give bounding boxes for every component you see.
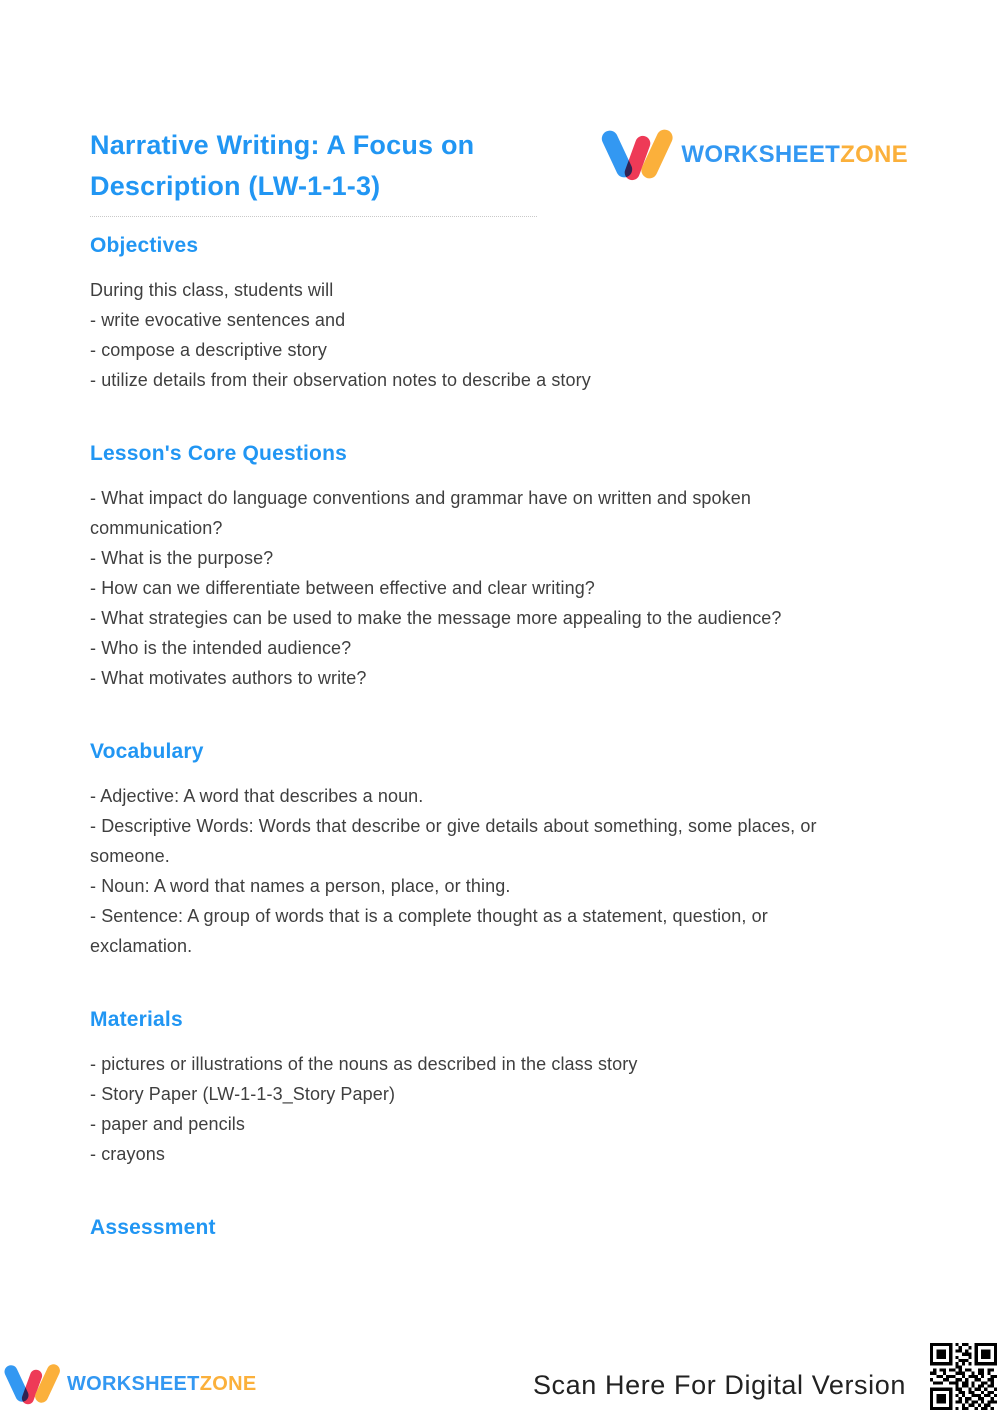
text-line: - What is the purpose? <box>90 548 274 568</box>
qr-code-icon <box>930 1343 997 1410</box>
page-title: Narrative Writing: A Focus on Description (LW-1-1-3) <box>90 125 537 217</box>
section-vocabulary <box>90 739 960 961</box>
header <box>0 0 1000 217</box>
worksheetzone-w-mark-icon <box>605 125 669 185</box>
brand-word-zone: ZONE <box>840 141 908 168</box>
brand-wordmark <box>681 141 908 169</box>
text-line: - How can we differentiate between effective and clear writing? <box>90 578 595 598</box>
brand-word-worksheet: WORKSHEET <box>681 141 841 168</box>
qr-code-image <box>930 1343 997 1410</box>
text-line: - Who is the intended audience? <box>90 638 352 658</box>
text-line: - paper and pencils <box>90 1114 245 1134</box>
text-line: - utilize details from their observation notes to describe a story <box>90 370 591 390</box>
section-heading-vocabulary: Vocabulary <box>90 740 204 763</box>
brand-word-worksheet: WORKSHEET <box>67 1372 200 1395</box>
scan-here-label: Scan Here For Digital Version <box>532 1370 906 1400</box>
text-line: - What motivates authors to write? <box>90 668 367 688</box>
lesson-plan-content <box>0 233 1000 1241</box>
text-line: - Story Paper (LW-1-1-3_Story Paper) <box>90 1084 396 1104</box>
section-heading-materials: Materials <box>90 1008 183 1031</box>
text-line: - Descriptive Words: Words that describe or give details about something, some places, or <box>90 816 817 836</box>
text-line: - compose a descriptive story <box>90 340 327 360</box>
text-line: - What impact do language conventions and grammar have on written and spoken <box>90 488 751 508</box>
worksheetzone-w-mark-icon <box>8 1361 58 1407</box>
text-line: someone. <box>90 846 170 866</box>
section-heading-assessment: Assessment <box>90 1216 216 1239</box>
text-line: - crayons <box>90 1144 165 1164</box>
text-line: communication? <box>90 518 223 538</box>
section-heading-objectives: Objectives <box>90 234 199 257</box>
text-line: - Adjective: A word that describes a noun. <box>90 786 424 806</box>
text-line: - write evocative sentences and <box>90 310 346 330</box>
brand-word-zone: ZONE <box>199 1372 257 1395</box>
text-line: - What strategies can be used to make the message more appealing to the audience? <box>90 608 782 628</box>
text-line: exclamation. <box>90 936 193 956</box>
section-objectives <box>90 233 960 395</box>
footer-worksheetzone-logo <box>8 1361 256 1407</box>
text-line: - Sentence: A group of words that is a complete thought as a statement, question, or <box>90 906 768 926</box>
text-line: During this class, students will <box>90 280 334 300</box>
text-line: - pictures or illustrations of the nouns as described in the class story <box>90 1054 638 1074</box>
text-line: - Noun: A word that names a person, place, or thing. <box>90 876 511 896</box>
section-heading-core-questions: Lesson's Core Questions <box>90 442 347 465</box>
brand-wordmark <box>67 1373 256 1396</box>
section-materials <box>90 1007 960 1169</box>
worksheetzone-logo <box>605 125 908 185</box>
section-assessment <box>90 1215 960 1241</box>
section-core-questions <box>90 441 960 693</box>
